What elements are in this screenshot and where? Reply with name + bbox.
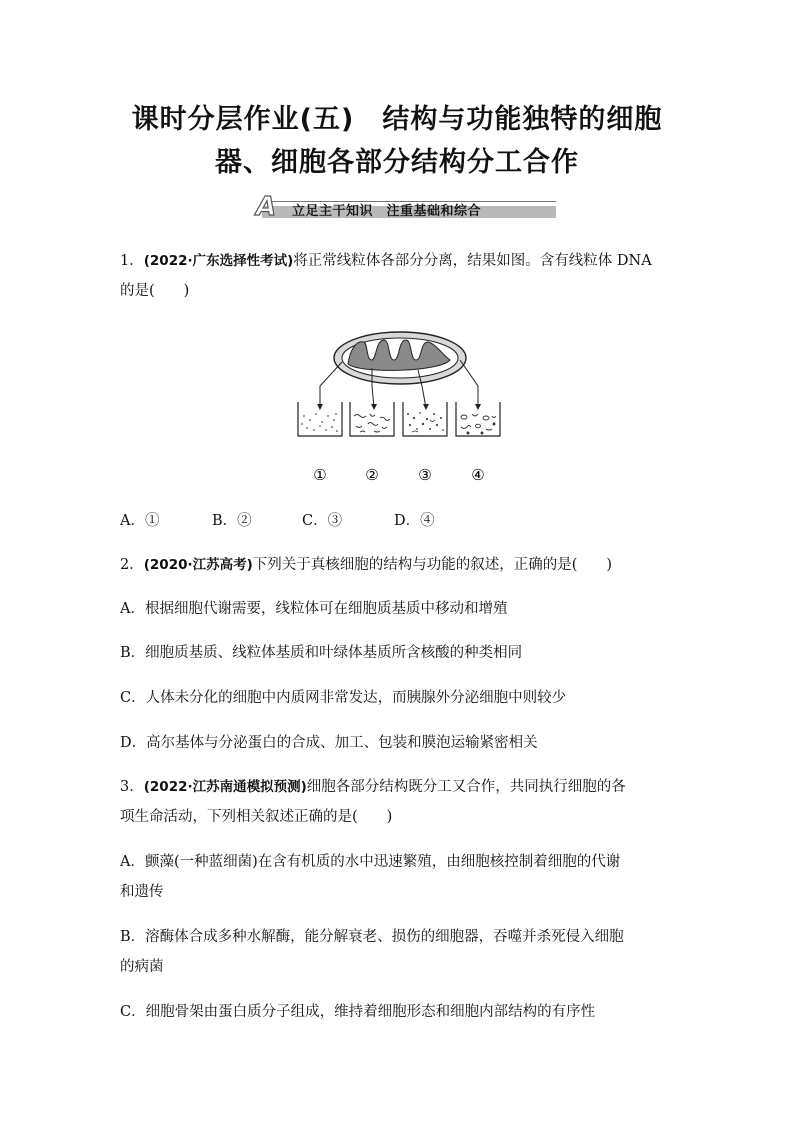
question-source: (2022·广东选择性考试) <box>143 253 294 269</box>
question-2-option-d[interactable]: D．高尔基体与分泌蛋白的合成、加工、包装和膜泡运输紧密相关 <box>120 735 538 751</box>
question-number: 1． <box>120 253 144 269</box>
question-stem-text: 将正常线粒体各部分分离，结果如图。含有线粒体 DNA <box>293 253 652 269</box>
title-line-1: 课时分层作业(五) 结构与功能独特的细胞 <box>131 104 663 135</box>
question-number: 2． <box>120 557 144 573</box>
page-title <box>100 98 694 184</box>
title-line-2: 器、细胞各部分结构分工合作 <box>215 147 579 178</box>
question-source: (2020·江苏高考) <box>143 557 253 573</box>
banner-letter-a: A <box>256 192 277 222</box>
option-d[interactable]: D．④ <box>394 513 435 529</box>
question-3-option-c[interactable]: C．细胞骨架由蛋白质分子组成，维持着细胞形态和细胞内部结构的有序性 <box>120 1004 596 1020</box>
question-3-option-a[interactable]: A．颤藻(一种蓝细菌)在含有机质的水中迅速繁殖，由细胞核控制着细胞的代谢 <box>120 854 621 870</box>
beaker-1-contents <box>301 413 338 432</box>
banner-text: 立足主干知识 注重基础和综合 <box>292 204 482 219</box>
option-a[interactable]: A．① <box>120 513 160 529</box>
option-b[interactable]: B．② <box>212 513 252 529</box>
question-3-option-b[interactable]: B．溶酶体合成多种水解酶，能分解衰老、损伤的细胞器，吞噬并杀死侵入细胞 <box>120 929 624 945</box>
option-c[interactable]: C．③ <box>302 513 343 529</box>
question-1-stem <box>120 246 680 276</box>
question-1-options <box>120 506 435 536</box>
question-3-stem-cont: 项生命活动，下列相关叙述正确的是( ) <box>120 809 393 825</box>
question-3-option-b-cont: 的病菌 <box>120 959 164 975</box>
figure-label-4: ④ <box>471 466 485 484</box>
question-stem-text: 下列关于真核细胞的结构与功能的叙述，正确的是( ) <box>252 557 613 573</box>
question-2-stem <box>120 550 680 580</box>
question-2-option-c[interactable]: C．人体未分化的细胞中内质网非常发达，而胰腺外分泌细胞中则较少 <box>120 690 567 706</box>
section-banner <box>238 192 556 222</box>
beaker-4-contents <box>461 414 496 434</box>
question-2-option-a[interactable]: A．根据细胞代谢需要，线粒体可在细胞质基质中移动和增殖 <box>120 601 508 617</box>
question-3-stem <box>120 772 680 802</box>
question-3-option-a-cont: 和遗传 <box>120 884 164 900</box>
question-stem-text: 细胞各部分结构既分工又合作，共同执行细胞的各 <box>306 779 626 795</box>
mitochondria-fractionation-figure <box>290 330 510 490</box>
question-1-stem-cont: 的是( ) <box>120 283 190 299</box>
beaker-2-contents <box>354 414 390 432</box>
beaker-2 <box>350 402 394 436</box>
question-2-option-b[interactable]: B．细胞质基质、线粒体基质和叶绿体基质所含核酸的种类相同 <box>120 645 523 661</box>
figure-label-1: ① <box>313 466 327 484</box>
figure-label-2: ② <box>365 466 379 484</box>
figure-label-3: ③ <box>418 466 432 484</box>
question-source: (2022·江苏南通模拟预测) <box>143 779 307 795</box>
beaker-3-contents <box>407 412 444 432</box>
question-number: 3． <box>120 779 144 795</box>
